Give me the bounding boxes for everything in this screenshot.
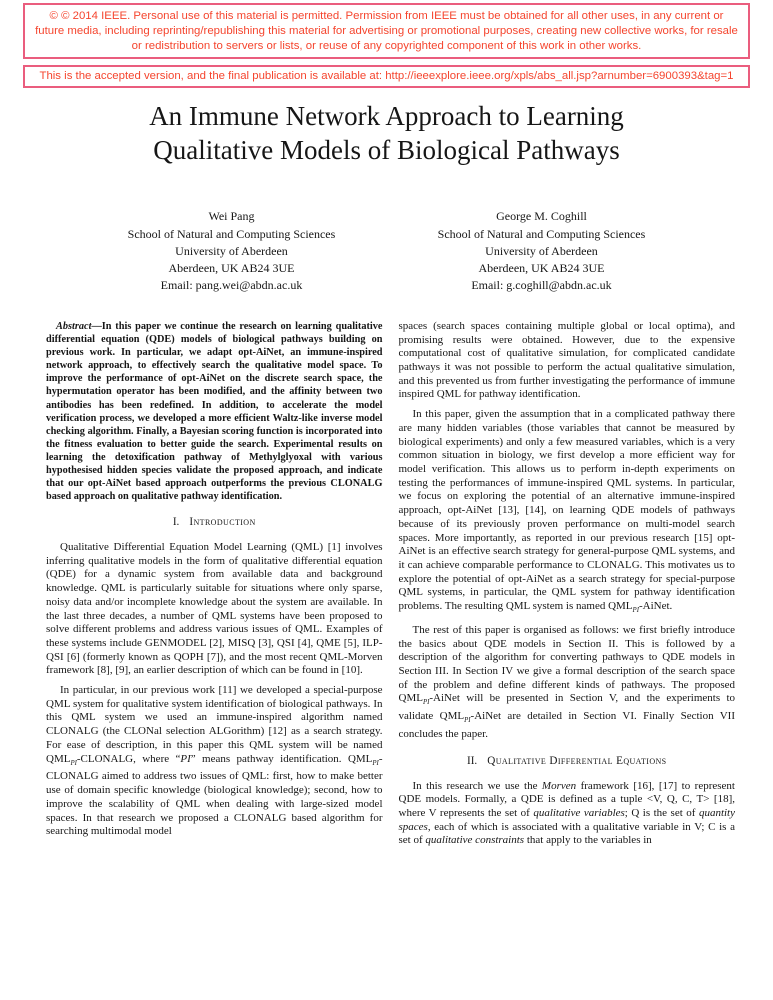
author-2-affiliation-university: University of Aberdeen: [485, 243, 598, 258]
paper-title-line1: An Immune Network Approach to Learning: [149, 101, 624, 132]
author-2-email: Email: g.coghill@abdn.ac.uk: [471, 277, 612, 292]
author-2-address: Aberdeen, UK AB24 3UE: [478, 260, 605, 275]
author-2-affiliation-school: School of Natural and Computing Sciences: [437, 226, 646, 241]
section-2-number: II.: [466, 754, 478, 767]
abstract-paragraph: Abstract—In this paper we continue the research on learning qualitative differential equation (QDE) models of biological pathways building on previous work. In particular, we adapt opt-AiNet, an immune-inspired network approach, to effectively search the qualitative model space. To improve the performance of opt-AiNet on the discrete search space, the hypermutation operator has been modified, and the affinity between two antibodies has been redefined. In addition, to accelerate the model verification process, we developed a more efficient Waltz-like inverse model checking algorithm. Finally, a Bayesian scoring function is incorporated into the fitness evaluation to better guide the search. Experimental results on learning the detoxification pathway of Methylglyoxal with various hypothesised hidden species validate the proposed approach, and indicate that our opt-AiNet based approach outperforms the previous CLONALG based approach on qualitative pathway identification.: [46, 320, 383, 503]
paper-title: [40, 100, 733, 168]
author-blocks: [0, 208, 773, 294]
introduction-paragraph-2: In particular, in our previous work [11] we developed a special-purpose QML system for qualitative system identification of biological pathways. In this QML system we used an immune-inspired algorithm named CLONALG (the CLONal selection ALGorithm) [12] as a search strategy. For ease of description, in this paper this QML system will be named $QML_{PI}$-CLONALG, where “PI” means pathway identification. $QML_{PI}$-CLONALG aimed to address two issues of QML: first, how to make better use of domain specific knowledge (biological knowledge); second, how to improve the scalability of QML when dealing with large-sized model spaces. In that research we proposed a CLONALG based algorithm for searching multimodal model: [46, 684, 383, 838]
introduction-paragraph-3: In this paper, given the assumption that in a complicated pathway there are many hidden variables (those variables that cannot be measured by biological experiments) and only a few measured variables, which is a very common situation in biology, we first develop a more efficient way for model verification. This allows us to perform in-depth experiments on testing the performances of immune-inspired QML systems. In particular, we focus on exploring the potential of an alternative immune-inspired approach, opt-AiNet [13], [14], on learning QDE models of pathways because of its previously proven performance on multi-model search spaces. More importantly, as reported in our previous research [15] opt-AiNet is an effective search strategy for general-purpose QML systems, and it can achieve comparable performance to CLONALG. This motivates us to explore the potential of opt-AiNet as a search strategy for special-purpose QML systems, in particular, the QML system for pathway identification problems. The resulting QML system is named $QML_{PI}$-AiNet.: [398, 408, 735, 615]
author-block-2: [387, 208, 697, 294]
copyright-notice-box: © © 2014 IEEE. Personal use of this material is permitted. Permission from IEEE must be obtained for all other uses, in any current or future media, including reprinting/republishing this material for advertising or promotional purposes, creating new collective works, for resale or redistribution to servers or lists, or reuse of any copyrighted component of this work in other works.: [23, 3, 750, 59]
left-column: [46, 320, 383, 854]
paper-title-line2: Qualitative Models of Biological Pathways: [153, 135, 620, 166]
author-1-name: Wei Pang: [208, 208, 255, 223]
author-2-name: George M. Coghill: [496, 208, 587, 223]
section-heading-introduction: [46, 516, 383, 530]
section-2-title: Qualitative Differential Equations: [487, 754, 667, 767]
right-column: [399, 320, 736, 854]
introduction-paragraph-1: Qualitative Differential Equation Model Learning (QML) [1] involves inferring qualitative models in the form of qualitative differential equation (QDE) for a dynamic system from available data and background knowledge. QML is particularly suitable for situations where only sparse, noisy data and/or incomplete knowledge about the system are available. In the last three decades, a number of QML systems have been proposed to solve different problems and address various issues of QML. Examples of these systems include GENMODEL [2], MISQ [3], QSI [4], QME [5], ILP-QSI [6] (formerly known as QOPH [7]), and the most recent QML-Morven framework [8], [9], an earlier description of which can be found in [10].: [46, 540, 383, 677]
paper-outline-paragraph: The rest of this paper is organised as follows: we first briefly introduce the basics about QDE models in Section II. This is followed by a description of the algorithm for converting pathways to QDE models in Section III. In Section IV we give a formal description of the search space of the problem and define different kinds of pathways. The proposed $QML_{PI}$-AiNet will be presented in Section V, and the experiments to validate $QML_{PI}$-AiNet are detailed in Section VI. Finally Section VII concludes the paper.: [398, 623, 736, 741]
author-block-1: [77, 208, 387, 294]
body-columns: [46, 320, 735, 854]
author-1-affiliation-university: University of Aberdeen: [175, 243, 288, 258]
section-heading-qde: [399, 755, 736, 769]
accepted-version-notice-box: This is the accepted version, and the final publication is available at: http://ieeexplore.ieee.org/xpls/abs_all.jsp?arnumber=6900393&tag=1: [23, 65, 750, 88]
qde-paragraph-1: In this research we use the Morven framework [16], [17] to represent QDE models. Formally, a QDE is defined as a tuple <V, Q, C, T> [18], where V represents the set of qualitative variables; Q is the set of quantity spaces, each of which is associated with a qualitative variable in V; C is a set of qualitative constraints that apply to the variables in: [398, 779, 735, 847]
section-1-title: Introduction: [189, 516, 256, 529]
author-1-affiliation-school: School of Natural and Computing Sciences: [127, 226, 336, 241]
introduction-paragraph-2-continued: spaces (search spaces containing multiple global or local optima), and promising results were obtained. However, due to the expensive computational cost of qualitative simulation, for complicated candidate pathways it was not possible to perform the actual qualitative simulation, and this prevented us from further investigating the performance of immune inspired QML for pathway identification.: [398, 319, 735, 401]
section-1-number: I.: [172, 516, 180, 529]
author-1-address: Aberdeen, UK AB24 3UE: [168, 260, 295, 275]
author-1-email: Email: pang.wei@abdn.ac.uk: [160, 277, 303, 292]
